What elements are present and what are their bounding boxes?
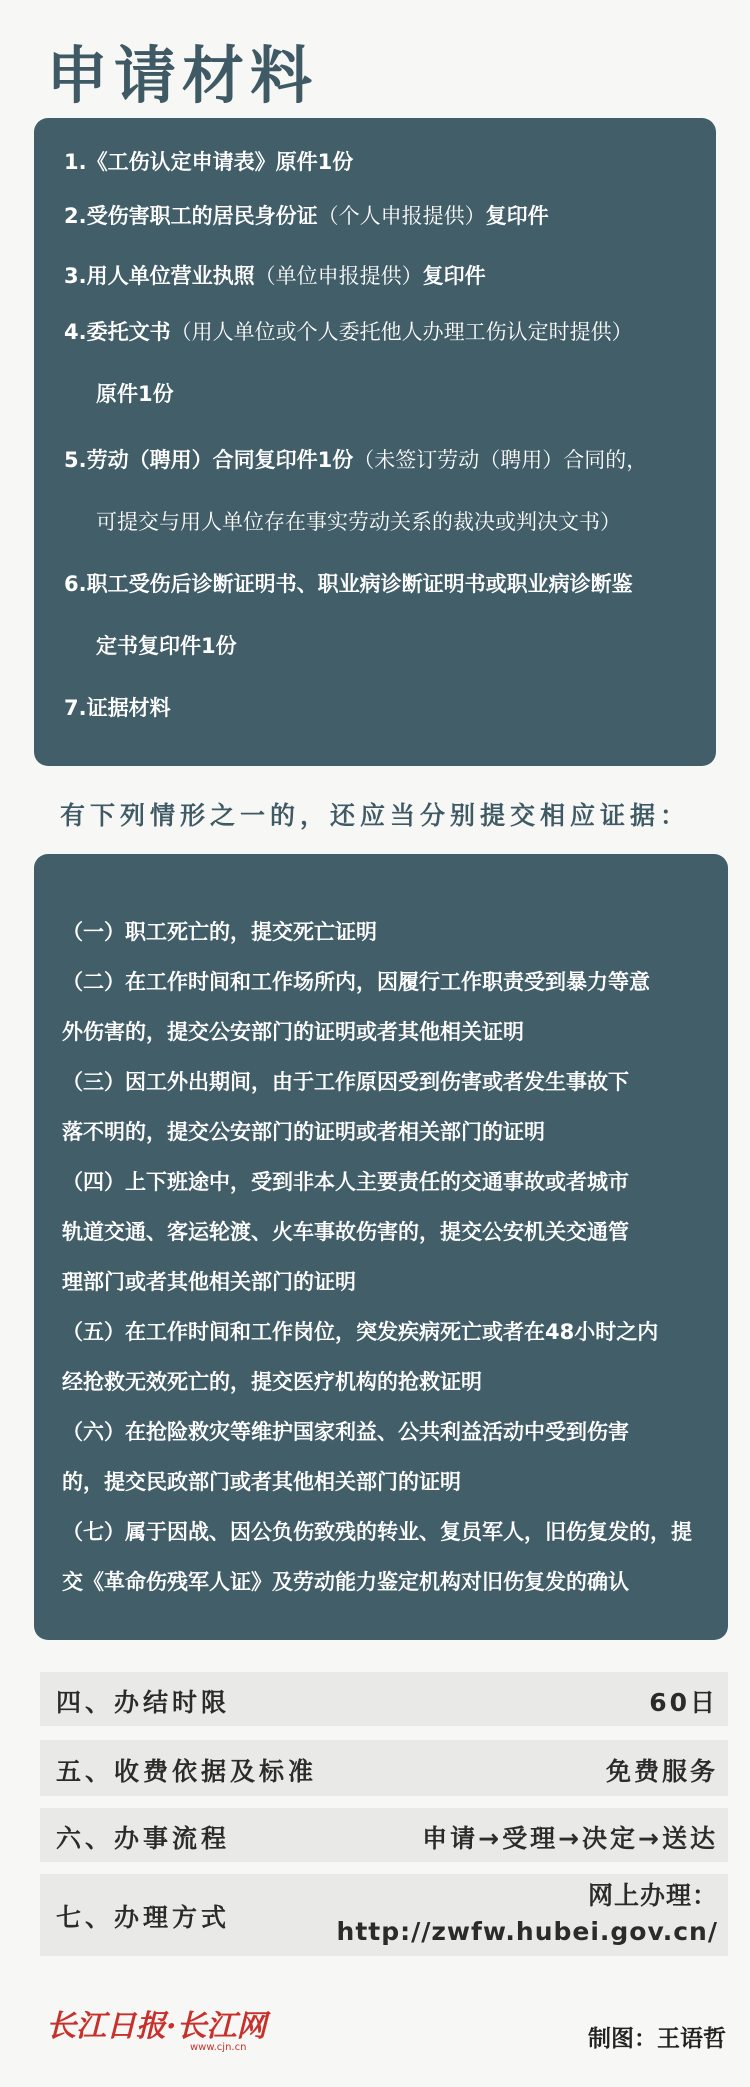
row-label: 七、办理方式 bbox=[56, 1903, 231, 1932]
situation-line: 外伤害的，提交公安部门的证明或者其他相关证明 bbox=[62, 1020, 524, 1044]
material-item-6 bbox=[64, 570, 696, 598]
item-tail: 复印件 bbox=[485, 204, 549, 228]
row-label: 五、收费依据及标准 bbox=[56, 1757, 318, 1786]
item-number: 7. bbox=[64, 696, 87, 720]
row-value: 申请→受理→决定→送达 bbox=[422, 1824, 718, 1853]
logo-graphic bbox=[44, 2002, 276, 2054]
item-number: 2. bbox=[64, 204, 87, 228]
page-title: 申请材料 bbox=[46, 39, 319, 112]
item-note: （单位申报提供） bbox=[254, 264, 423, 288]
item-number: 3. bbox=[64, 264, 87, 288]
row-value: 60日 bbox=[649, 1688, 718, 1717]
row-value bbox=[337, 1878, 718, 1950]
material-item-5 bbox=[64, 446, 696, 474]
material-item-4-cont: 原件1份 bbox=[96, 382, 174, 406]
materials-panel bbox=[34, 118, 716, 766]
newspaper-logo bbox=[44, 2002, 276, 2054]
item-note: （未签订劳动（聘用）合同的， bbox=[353, 448, 648, 472]
situation-line: （七）属于因战、因公负伤致残的转业、复员军人，旧伤复发的，提 bbox=[62, 1520, 692, 1544]
situation-line: 的，提交民政部门或者其他相关部门的证明 bbox=[62, 1470, 461, 1494]
situation-line: （四）上下班途中，受到非本人主要责任的交通事故或者城市 bbox=[62, 1170, 629, 1194]
item-text: 受伤害职工的居民身份证 bbox=[86, 204, 318, 228]
item-number: 4. bbox=[64, 320, 87, 344]
row-value: 免费服务 bbox=[605, 1757, 718, 1786]
item-text: 委托文书 bbox=[86, 320, 171, 344]
logo-text: 长江日报·长江网 bbox=[46, 2009, 267, 2044]
situation-line: （六）在抢险救灾等维护国家利益、公共利益活动中受到伤害 bbox=[62, 1420, 629, 1444]
situation-line: （三）因工外出期间，由于工作原因受到伤害或者发生事故下 bbox=[62, 1070, 629, 1094]
situation-line: （一）职工死亡的，提交死亡证明 bbox=[62, 920, 377, 944]
material-item-5-cont: 可提交与用人单位存在事实劳动关系的裁决或判决文书） bbox=[96, 510, 621, 534]
item-note: （用人单位或个人委托他人办理工伤认定时提供） bbox=[170, 320, 633, 344]
credit-text: 制图：王语哲 bbox=[588, 2026, 726, 2052]
material-item-7 bbox=[64, 694, 696, 722]
item-number: 6. bbox=[64, 572, 87, 596]
item-text: 劳动（聘用）合同复印件1份 bbox=[86, 448, 354, 472]
item-text: 用人单位营业执照 bbox=[86, 264, 255, 288]
row-value-line1: 网上办理： bbox=[587, 1881, 718, 1910]
row-label: 六、办事流程 bbox=[56, 1824, 231, 1853]
situation-line: 轨道交通、客运轮渡、火车事故伤害的，提交公安机关交通管 bbox=[62, 1220, 629, 1244]
info-row-time-limit bbox=[40, 1672, 728, 1726]
situations-heading: 有下列情形之一的，还应当分别提交相应证据： bbox=[59, 801, 690, 830]
situation-line: （二）在工作时间和工作场所内，因履行工作职责受到暴力等意 bbox=[62, 970, 650, 994]
situation-line: 经抢救无效死亡的，提交医疗机构的抢救证明 bbox=[62, 1370, 482, 1394]
logo-url: www.cjn.cn bbox=[190, 2042, 247, 2053]
material-item-6-cont: 定书复印件1份 bbox=[96, 634, 237, 658]
info-row-process bbox=[40, 1808, 728, 1862]
material-item-2 bbox=[64, 202, 696, 230]
item-number: 1. bbox=[64, 150, 87, 174]
item-number: 5. bbox=[64, 448, 87, 472]
website-link[interactable]: http://zwfw.hubei.gov.cn/ bbox=[336, 1917, 718, 1946]
row-label: 四、办结时限 bbox=[56, 1688, 231, 1717]
info-row-fees bbox=[40, 1740, 728, 1796]
situation-line: 落不明的，提交公安部门的证明或者相关部门的证明 bbox=[62, 1120, 545, 1144]
material-item-4 bbox=[64, 318, 696, 346]
material-item-1 bbox=[64, 148, 696, 176]
item-note: （个人申报提供） bbox=[317, 204, 486, 228]
situation-line: （五）在工作时间和工作岗位，突发疾病死亡或者在48小时之内 bbox=[62, 1320, 659, 1344]
info-row-method bbox=[40, 1874, 728, 1956]
material-item-3 bbox=[64, 262, 696, 290]
item-text: 证据材料 bbox=[86, 696, 171, 720]
situation-line: 理部门或者其他相关部门的证明 bbox=[62, 1270, 356, 1294]
item-text: 职工受伤后诊断证明书、职业病诊断证明书或职业病诊断鉴 bbox=[86, 572, 633, 596]
situations-panel bbox=[34, 854, 728, 1640]
situation-line: 交《革命伤残军人证》及劳动能力鉴定机构对旧伤复发的确认 bbox=[62, 1570, 629, 1594]
item-tail: 复印件 bbox=[422, 264, 486, 288]
item-text: 《工伤认定申请表》原件1份 bbox=[86, 150, 354, 174]
